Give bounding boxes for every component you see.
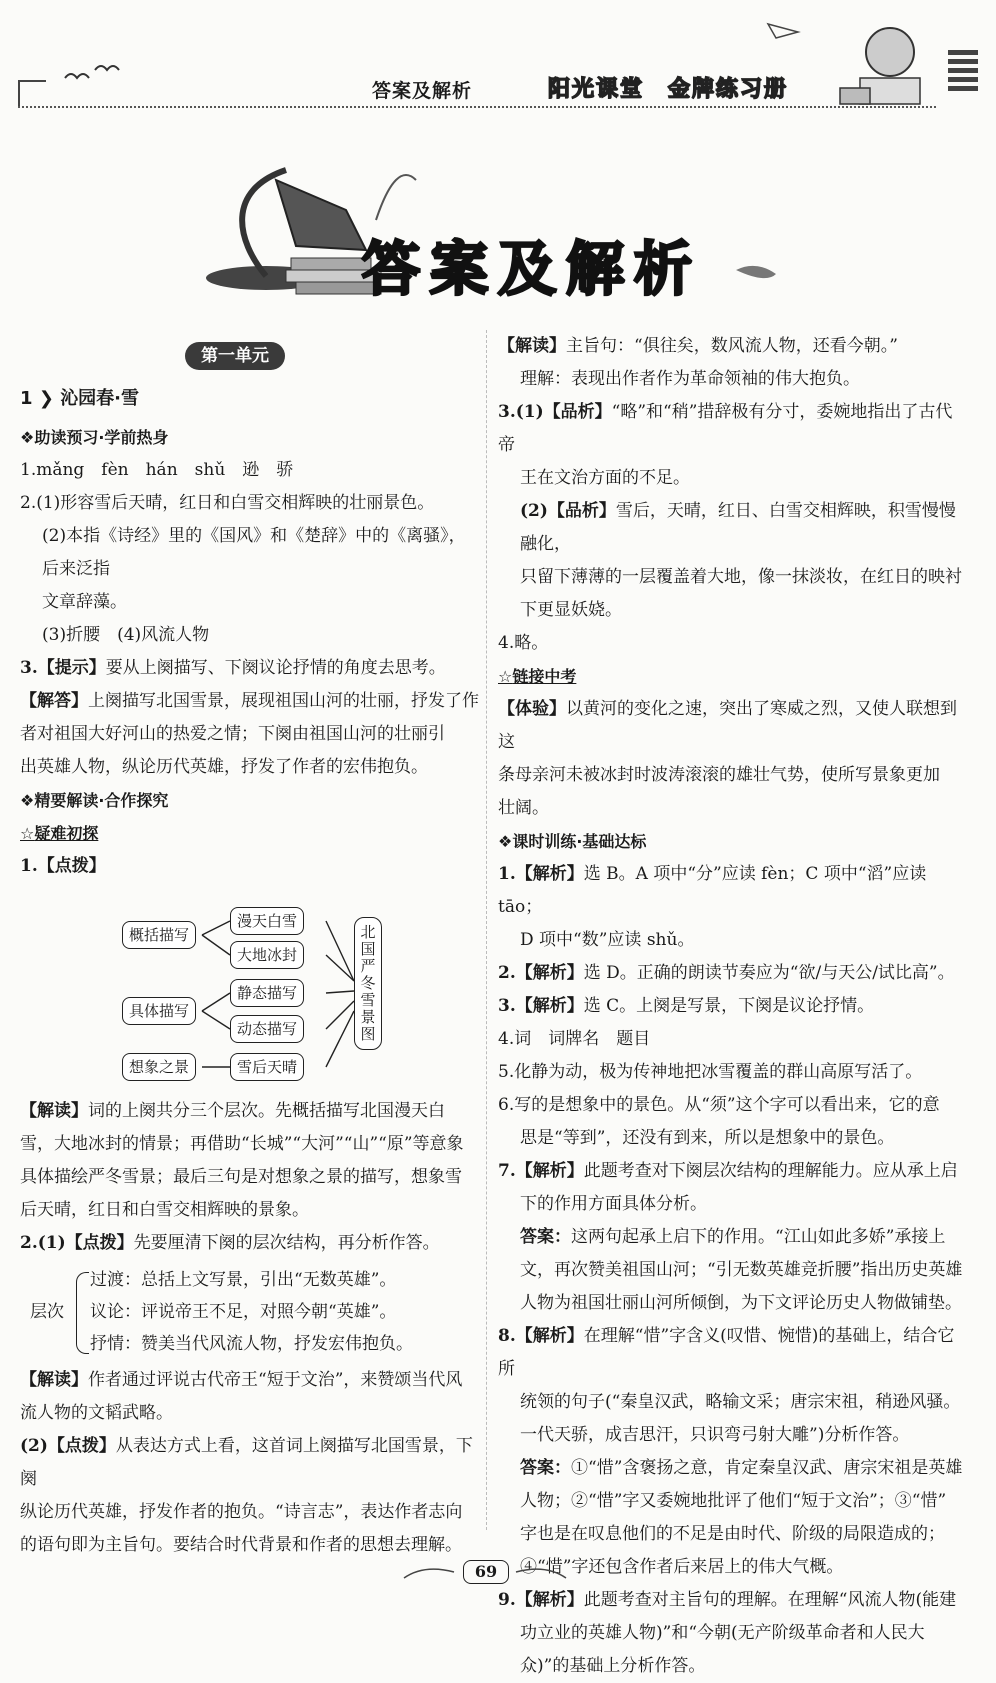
answer-line: (3)折腰 (4)风流人物 [42, 625, 210, 645]
diagram-node: 具体描写 [122, 997, 196, 1025]
answer-line: 人物为祖国壮丽山河所倾倒，为下文评论历史人物做铺垫。 [520, 1293, 962, 1313]
structure-diagram [20, 891, 480, 1091]
section-practice: ❖课时训练·基础达标 [498, 832, 647, 851]
answer-line: ④“惜”字还包含作者后来居上的伟大气概。 [520, 1557, 844, 1577]
brace-icon [76, 1272, 89, 1354]
answer-line: 4.略。 [498, 633, 549, 653]
diagram-node: 动态描写 [230, 1015, 304, 1043]
diagram-node-vertical: 北国严冬雪景图 [354, 917, 382, 1050]
right-column [498, 330, 968, 1683]
bullet-icon: ❖ [20, 791, 35, 810]
answer-line: 理解：表现出作者作为革命领袖的伟大抱负。 [520, 369, 860, 389]
answer-line: 3.【提示】要从上阕描写、下阕议论抒情的角度去思考。 [20, 658, 446, 678]
answer-line: 【解读】词的上阕共分三个层次。先概括描写北国漫天白 [20, 1101, 445, 1121]
left-column [20, 340, 480, 1562]
birds-icon [60, 58, 130, 88]
answer-line: 文章辞藻。 [42, 592, 127, 612]
answer-line: 只留下薄薄的一层覆盖着大地，像一抹淡妆，在红日的映衬 [520, 567, 962, 587]
bullet-icon: ❖ [498, 832, 513, 851]
answer-line: 思是“等到”，还没有到来，所以是想象中的景色。 [520, 1128, 895, 1148]
answer-line: 雪，大地冰封的情景；再借助“长城”“大河”“山”“原”等意象 [20, 1134, 464, 1154]
answer-line: 【解读】作者通过评说古代帝王“短于文治”，来赞颂当代风 [20, 1370, 463, 1390]
answer-line: 文，再次赞美祖国山河；“引无数英雄竞折腰”指出历史英雄 [520, 1260, 963, 1280]
answer-line: (2)本指《诗经》里的《国风》和《楚辞》中的《离骚》，后来泛指 [42, 526, 466, 579]
answer-line: 【解答】上阕描写北国雪景，展现祖国山河的壮丽，抒发了作 [20, 691, 479, 711]
levels-row: 抒情：赞美当代风流人物，抒发宏伟抱负。 [90, 1334, 413, 1354]
lesson-number: 1 [20, 388, 33, 409]
levels-diagram [20, 1264, 480, 1360]
answer-line: 壮阔。 [498, 798, 549, 818]
diagram-node: 漫天白雪 [230, 907, 304, 935]
header-bars-icon [948, 50, 978, 110]
answer-line: 一代天骄，成吉思汗，只识弯弓射大雕”)分析作答。 [520, 1425, 910, 1445]
globe-books-icon [760, 12, 940, 108]
diagram-node: 大地冰封 [230, 941, 304, 969]
answer-line: 8.【解析】在理解“惜”字含义(叹惜、惋惜)的基础上，结合它所 [498, 1326, 955, 1379]
answer-line: 者对祖国大好河山的热爱之情；下阕由祖国山河的壮丽引 [20, 724, 445, 744]
answer-line: 具体描绘严冬雪景；最后三句是对想象之景的描写，想象雪 [20, 1167, 462, 1187]
answer-line: 2.【解析】选 D。正确的朗读节奏应为“欲/与天公/试比高”。 [498, 963, 955, 983]
answer-line: 人物；②“惜”字又委婉地批评了他们“短于文治”；③“惜” [520, 1491, 947, 1511]
answer-line: 统领的句子(“秦皇汉武，略输文采；唐宗宋祖，稍逊风骚。 [520, 1392, 961, 1412]
chevron-icon: ❯ [38, 388, 54, 409]
answer-line: 下更显妖娆。 [520, 600, 622, 620]
header-corner-rule [18, 80, 46, 108]
answer-line: 6.写的是想象中的景色。从“须”这个字可以看出来，它的意 [498, 1095, 940, 1115]
answer-line: 下的作用方面具体分析。 [520, 1194, 707, 1214]
levels-row: 过渡：总括上文写景，引出“无数英雄”。 [90, 1270, 397, 1290]
answer-line: 【解读】主旨句：“俱往矣，数风流人物，还看今朝。” [498, 336, 898, 356]
answer-line: 王在文治方面的不足。 [520, 468, 690, 488]
answer-line: 的语句即为主旨句。要结合时代背景和作者的思想去理解。 [20, 1535, 462, 1555]
answer-line: 出英雄人物，纵论历代英雄，抒发了作者的宏伟抱负。 [20, 757, 428, 777]
answer-line: 条母亲河未被冰封时波涛滚滚的雄壮气势，使所写景象更加 [498, 765, 940, 785]
answer-line: 后天晴，红日和白雪交相辉映的景象。 [20, 1200, 309, 1220]
header-brand: 阳光课堂 金牌练习册 [548, 76, 789, 102]
answer-line: 字也是在叹息他们的不足是由时代、阶级的局限造成的； [520, 1524, 945, 1544]
header-rule [18, 106, 936, 108]
bullet-icon: ❖ [20, 428, 35, 447]
answer-line: 1.【解析】选 B。A 项中“分”应读 fèn；C 项中“滔”应读 tāo； [498, 864, 927, 917]
answer-line: 2.(1)【点拨】先要厘清下阕的层次结构，再分析作答。 [20, 1233, 440, 1253]
answer-line: 【体验】以黄河的变化之速，突出了寒威之烈，又使人联想到这 [498, 699, 957, 752]
answer-line: D 项中“数”应读 shǔ。 [520, 930, 695, 950]
answer-line: 2.(1)形容雪后天晴，红日和白雪交相辉映的壮丽景色。 [20, 493, 435, 513]
diagram-node: 雪后天晴 [230, 1053, 304, 1081]
answer-line: 答案：这两句起承上启下的作用。“江山如此多娇”承接上 [520, 1227, 946, 1247]
answer-line: 3.(1)【品析】“略”和“稍”措辞极有分寸，委婉地指出了古代帝 [498, 402, 953, 455]
diagram-node: 概括描写 [122, 921, 196, 949]
answer-line: 4.词 词牌名 题目 [498, 1029, 651, 1049]
answer-line: 5.化静为动，极为传神地把冰雪覆盖的群山高原写活了。 [498, 1062, 923, 1082]
answer-line: 功立业的英雄人物)”和“今朝(无产阶级革命者和人民大 [520, 1623, 925, 1643]
answer-line: 众)”的基础上分析作答。 [520, 1656, 706, 1676]
section-preview: ❖助读预习·学前热身 [20, 428, 169, 447]
diagram-node: 想象之景 [122, 1053, 196, 1081]
answer-line: 答案：①“惜”含褒扬之意，肯定秦皇汉武、唐宗宋祖是英雄 [520, 1458, 963, 1478]
header-title: 答案及解析 [372, 80, 473, 102]
star-icon: ☆ [498, 667, 513, 686]
answer-line: 1.【点拨】 [20, 856, 106, 876]
diagram-node: 静态描写 [230, 979, 304, 1007]
banner-title: 答案及解析 [362, 235, 703, 303]
lesson-name: 沁园春·雪 [60, 388, 140, 409]
unit-badge: 第一单元 [185, 342, 285, 370]
answer-line: 9.【解析】此题考查对主旨句的理解。在理解“风流人物(能建 [498, 1590, 957, 1610]
answer-line: 7.【解析】此题考查对下阕层次结构的理解能力。应从承上启 [498, 1161, 958, 1181]
star-icon: ☆ [20, 824, 35, 843]
subsection-title: ☆链接中考 [498, 667, 577, 686]
answer-line: (2)【点拨】从表达方式上看，这首词上阕描写北国雪景，下阕 [20, 1436, 473, 1489]
answer-line: 3.【解析】选 C。上阕是写景，下阕是议论抒情。 [498, 996, 875, 1016]
levels-row: 议论：评说帝王不足，对照今朝“英雄”。 [90, 1302, 397, 1322]
answer-line: 1.mǎng fèn hán shǔ 逊 骄 [20, 460, 294, 480]
answer-line: 流人物的文韬武略。 [20, 1403, 173, 1423]
subsection-title: ☆疑难初探 [20, 824, 99, 843]
answer-line: (2)【品析】雪后，天晴，红日、白雪交相辉映，积雪慢慢融化， [520, 501, 956, 554]
column-divider [486, 330, 487, 1530]
page-number: 69 [463, 1560, 509, 1584]
section-explore: ❖精要解读·合作探究 [20, 791, 169, 810]
lesson-title [20, 382, 480, 415]
levels-label: 层次 [30, 1302, 64, 1322]
answer-line: 纵论历代英雄，抒发作者的抱负。“诗言志”，表达作者志向 [20, 1502, 463, 1522]
